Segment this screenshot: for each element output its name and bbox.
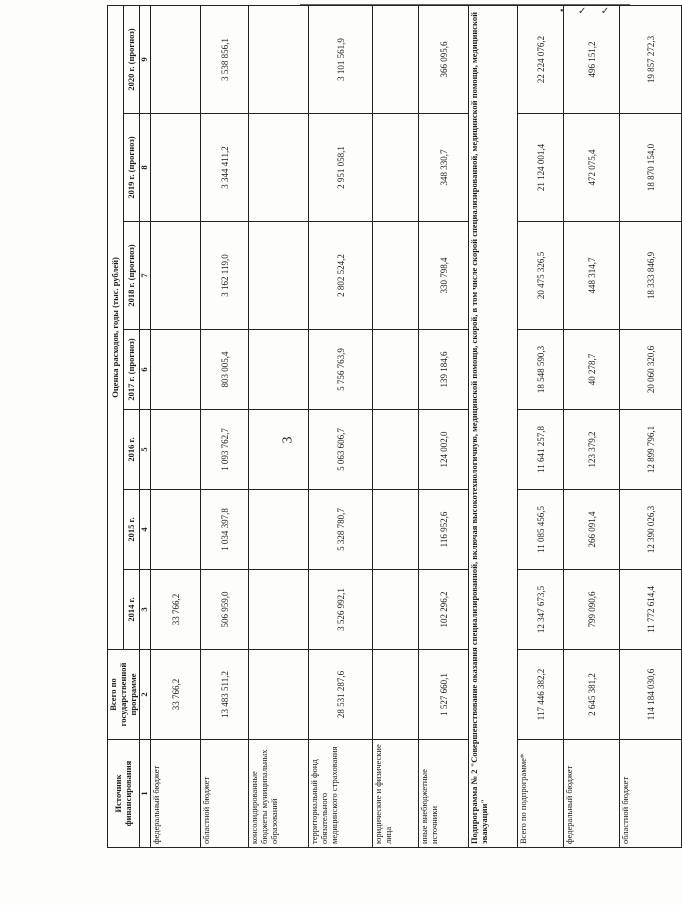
value-cell [151, 222, 201, 330]
table-row [309, 5, 373, 847]
value-cell: 472 075,4 [564, 114, 620, 222]
column-index: 4 [140, 490, 151, 570]
header-year: 2015 г. [124, 490, 140, 570]
value-cell: 5 063 606,7 [309, 410, 373, 490]
value-cell: 114 184 030,6 [620, 650, 682, 740]
value-cell: 11 772 614,4 [620, 570, 682, 650]
value-cell: 13 483 511,2 [201, 650, 249, 740]
value-cell [249, 330, 309, 410]
value-cell: 1 527 660,1 [419, 650, 469, 740]
budget-table [107, 5, 682, 848]
corner-marks: • ✓ ✓ [560, 6, 616, 17]
value-cell: 123 379,2 [564, 410, 620, 490]
value-cell: 22 224 076,2 [518, 5, 564, 113]
value-cell: 3 538 856,1 [201, 5, 249, 113]
value-cell: 116 952,6 [419, 490, 469, 570]
value-cell [249, 114, 309, 222]
value-cell: 348 330,7 [419, 114, 469, 222]
table-row [151, 5, 201, 847]
table-row [249, 5, 309, 847]
table-row [518, 5, 564, 847]
value-cell [249, 410, 309, 490]
value-cell [373, 650, 419, 740]
value-cell [373, 570, 419, 650]
value-cell [151, 5, 201, 113]
value-cell [373, 114, 419, 222]
table-row [564, 5, 620, 847]
header-source: Источник финансирования [108, 740, 140, 848]
value-cell: 799 090,6 [564, 570, 620, 650]
value-cell: 12 899 796,1 [620, 410, 682, 490]
subprogram-rows [518, 5, 682, 847]
value-cell [249, 5, 309, 113]
value-cell: 20 060 320,6 [620, 330, 682, 410]
value-cell: 33 766,2 [151, 570, 201, 650]
value-cell: 3 101 561,9 [309, 5, 373, 113]
column-index: 7 [140, 222, 151, 330]
subprogram-heading-section [469, 5, 518, 847]
row-label: иные внебюджетные источники [419, 740, 469, 848]
value-cell: 3 344 411,2 [201, 114, 249, 222]
value-cell [249, 650, 309, 740]
value-cell: 11 641 257,8 [518, 410, 564, 490]
value-cell [151, 490, 201, 570]
value-cell: 21 124 001,4 [518, 114, 564, 222]
value-cell: 18 870 154,0 [620, 114, 682, 222]
table-row [373, 5, 419, 847]
value-cell [373, 330, 419, 410]
row-label: консолидированные бюджеты муниципальных образований [249, 740, 309, 848]
column-index: 6 [140, 330, 151, 410]
row-label: федеральный бюджет [564, 740, 620, 848]
table-row [620, 5, 682, 847]
value-cell [249, 222, 309, 330]
value-cell: 366 095,6 [419, 5, 469, 113]
value-cell: 20 475 326,5 [518, 222, 564, 330]
program-rows [151, 5, 469, 847]
header-year: 2016 г. [124, 410, 140, 490]
row-label: юридические и физические лица [373, 740, 419, 848]
value-cell [373, 490, 419, 570]
value-cell: 2 645 381,2 [564, 650, 620, 740]
value-cell: 496 151,2 [564, 5, 620, 113]
column-index: 9 [140, 5, 151, 113]
row-label: федеральный бюджет [151, 740, 201, 848]
value-cell: 18 333 846,9 [620, 222, 682, 330]
value-cell: 448 314,7 [564, 222, 620, 330]
column-index: 2 [140, 650, 151, 740]
value-cell: 5 328 780,7 [309, 490, 373, 570]
column-index-row [140, 5, 151, 847]
value-cell: 330 798,4 [419, 222, 469, 330]
value-cell [151, 410, 201, 490]
value-cell: 12 390 026,3 [620, 490, 682, 570]
header-year: 2019 г. (прогноз) [124, 114, 140, 222]
column-index: 3 [140, 570, 151, 650]
header-year: 2018 г. (прогноз) [124, 222, 140, 330]
value-cell [249, 570, 309, 650]
value-cell: 1 093 762,7 [201, 410, 249, 490]
value-cell: 5 756 763,9 [309, 330, 373, 410]
subprogram-title: Подпрограмма № 2 "Совершенствование оказания специализированной, включая высокотехнологичную, медицинской помощи, скорой, в том числе скорой специализированной, медицинской помощи, медицинской эвакуации" [469, 5, 518, 847]
value-cell: 1 034 397,8 [201, 490, 249, 570]
row-label: Всего по подпрограмме* [518, 740, 564, 848]
column-index: 1 [140, 740, 151, 848]
value-cell: 11 085 456,5 [518, 490, 564, 570]
row-label: областной бюджет [201, 740, 249, 848]
value-cell [373, 410, 419, 490]
value-cell: 40 278,7 [564, 330, 620, 410]
value-cell [373, 222, 419, 330]
value-cell: 3 162 119,0 [201, 222, 249, 330]
value-cell [249, 490, 309, 570]
value-cell: 139 184,6 [419, 330, 469, 410]
header-year: 2014 г. [124, 570, 140, 650]
value-cell: 28 531 287,6 [309, 650, 373, 740]
value-cell [151, 330, 201, 410]
row-label: областной бюджет [620, 740, 682, 848]
column-index: 5 [140, 410, 151, 490]
value-cell: 18 548 590,3 [518, 330, 564, 410]
header-total: Всего по государственной программе [108, 650, 140, 740]
value-cell [151, 114, 201, 222]
value-cell: 102 296,2 [419, 570, 469, 650]
value-cell: 266 091,4 [564, 490, 620, 570]
header-year: 2017 г. (прогноз) [124, 330, 140, 410]
value-cell: 3 526 992,1 [309, 570, 373, 650]
value-cell: 803 005,4 [201, 330, 249, 410]
column-index: 8 [140, 114, 151, 222]
value-cell: 506 959,0 [201, 570, 249, 650]
page-number: 3 [280, 436, 296, 444]
value-cell: 19 857 272,3 [620, 5, 682, 113]
value-cell: 12 347 673,5 [518, 570, 564, 650]
table-row [201, 5, 249, 847]
value-cell: 2 951 058,1 [309, 114, 373, 222]
header-year: 2020 г. (прогноз) [124, 5, 140, 113]
table-row [419, 5, 469, 847]
value-cell: 117 446 382,2 [518, 650, 564, 740]
value-cell: 124 002,0 [419, 410, 469, 490]
value-cell: 2 802 524,2 [309, 222, 373, 330]
header-estimate-group: Оценка расходов, годы (тыс. рублей) [108, 5, 124, 649]
rotated-table-container [107, 6, 656, 848]
value-cell [373, 5, 419, 113]
row-label: территориальный фонд обязательного медицинского страхования [309, 740, 373, 848]
value-cell: 33 766,2 [151, 650, 201, 740]
